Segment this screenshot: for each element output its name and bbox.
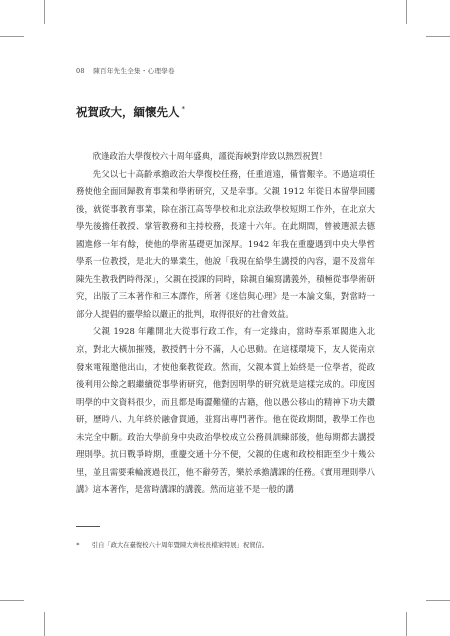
book-title: 陳百年先生全集・心理學卷 bbox=[93, 67, 175, 75]
footnote-divider bbox=[76, 526, 100, 527]
crop-mark bbox=[406, 0, 407, 24]
paragraph: 欣逢政治大學復校六十周年盛典，謹從海峽對岸致以熱烈祝賀！ bbox=[92, 151, 328, 161]
footnote bbox=[76, 540, 376, 549]
paragraph: 父親 1928 年離開北大從事行政工作，有一定緣由，當時奉系軍閥進入北京，對北大橫加摧殘，教授們十分不滿，人心思動。在這樣環境下，友人從南京發來電報邀他出山，才使他棄教從政。然而，父親本質上始終是一位學者，從政後利用公餘之暇繼續從事學術研究，他對因明學的研究就是這樣完成的。印度因明學的中文資料很少，而且都是晦澀難懂的古籍，他以愚公移山的精神下功夫鑽研，歷時八、九年終於融會貫通，並寫出專門著作。他在從政期間，教學工作也未完全中斷。政治大學前身中央政治學校成立公務員訓練部後，他每期都去講授理則學。抗日戰爭時期，重慶交通十分不便，父親的住處和政校相距至少十幾公里，並且需要乘輪渡過長江，他不辭勞苦，樂於承擔講課的任務。《實用理則學八講》這本著作，是當時講課的講義。然而這並不是一般的講 bbox=[76, 326, 375, 495]
article-title bbox=[76, 104, 185, 120]
crop-mark bbox=[426, 36, 450, 37]
crop-mark bbox=[406, 612, 407, 636]
footnote-reference: * bbox=[181, 105, 185, 114]
article-body bbox=[76, 148, 375, 499]
footnote-text: 引自「政大在臺復校六十周年暨陳大齊校長檔案特展」祝賀信。 bbox=[91, 542, 269, 549]
article-title-text: 祝賀政大，緬懷先人 bbox=[76, 105, 180, 119]
crop-mark bbox=[0, 36, 24, 37]
crop-mark bbox=[44, 612, 45, 636]
crop-mark bbox=[44, 0, 45, 24]
footnote-marker: * bbox=[76, 542, 80, 549]
crop-mark bbox=[0, 600, 24, 601]
running-header bbox=[76, 66, 175, 75]
page-number: 08 bbox=[76, 67, 85, 75]
crop-mark bbox=[426, 600, 450, 601]
paragraph: 先父以七十高齡承擔政治大學復校任務，任重道遠，備嘗艱辛。不過這項任務使他全面回歸教育事業和學術研究，又是幸事。父親 1912 年從日本留學回國後，就從事教育事業，除在浙江高等學校和北京法政學校短期工作外，在北京大學先後擔任教授、掌管教務和主持校務，長達十六年。在此期間，曾被選派去德國進修一年有餘，使他的學術基礎更加深厚。1942 年我在重慶遇到中央大學哲學系一位教授，是北大的畢業生，他說「我現在給學生講授的內容，還不及當年陳先生教我們時得深」，父親在授課的同時，除親自編寫講義外，積極從事學術研究，出版了三本著作和三本譯作，所著《迷信與心理》是一本論文集，對當時一部分人提倡的靈學給以嚴正的批判，取得很好的社會效益。 bbox=[76, 168, 375, 319]
